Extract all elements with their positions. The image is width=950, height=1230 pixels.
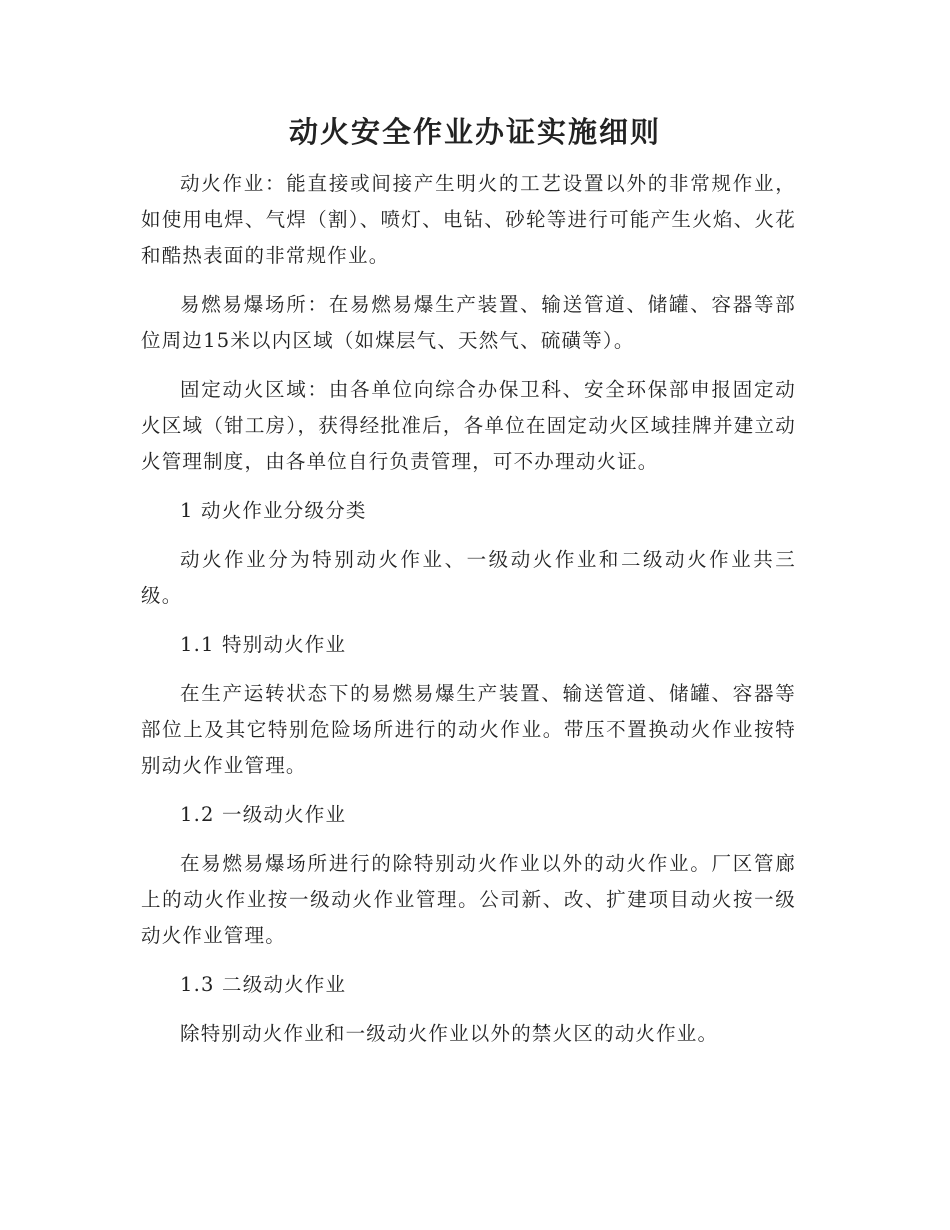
paragraph-classification: 动火作业分为特别动火作业、一级动火作业和二级动火作业共三级。 <box>141 548 796 607</box>
document-title: 动火安全作业办证实施细则 <box>288 115 661 149</box>
paragraph-level-one-hot-work: 在易燃易爆场所进行的除特别动火作业以外的动火作业。厂区管廊上的动火作业按一级动火作业管理。公司新、改、扩建项目动火按一级动火作业管理。 <box>141 852 796 947</box>
section-heading-1: 1 动火作业分级分类 <box>180 499 367 522</box>
section-heading-1-2: 1.2 一级动火作业 <box>180 803 347 826</box>
document-body <box>141 166 796 1052</box>
section-heading-1-3: 1.3 二级动火作业 <box>180 973 347 996</box>
paragraph-level-two-hot-work: 除特别动火作业和一级动火作业以外的禁火区的动火作业。 <box>180 1022 719 1045</box>
paragraph-hot-work-definition: 动火作业：能直接或间接产生明火的工艺设置以外的非常规作业，如使用电焊、气焊（割）、喷灯、电钻、砂轮等进行可能产生火焰、火花和酷热表面的非常规作业。 <box>141 172 796 267</box>
section-heading-1-1: 1.1 特别动火作业 <box>180 633 347 656</box>
paragraph-flammable-area-definition: 易燃易爆场所：在易燃易爆生产装置、输送管道、储罐、容器等部位周边15米以内区域（如煤层气、天然气、硫磺等）。 <box>141 293 796 352</box>
paragraph-fixed-hot-work-area: 固定动火区域：由各单位向综合办保卫科、安全环保部申报固定动火区域（钳工房），获得经批准后，各单位在固定动火区域挂牌并建立动火管理制度，由各单位自行负责管理，可不办理动火证。 <box>141 378 796 473</box>
paragraph-special-hot-work: 在生产运转状态下的易燃易爆生产装置、输送管道、储罐、容器等部位上及其它特别危险场所进行的动火作业。带压不置换动火作业按特别动火作业管理。 <box>141 682 796 777</box>
